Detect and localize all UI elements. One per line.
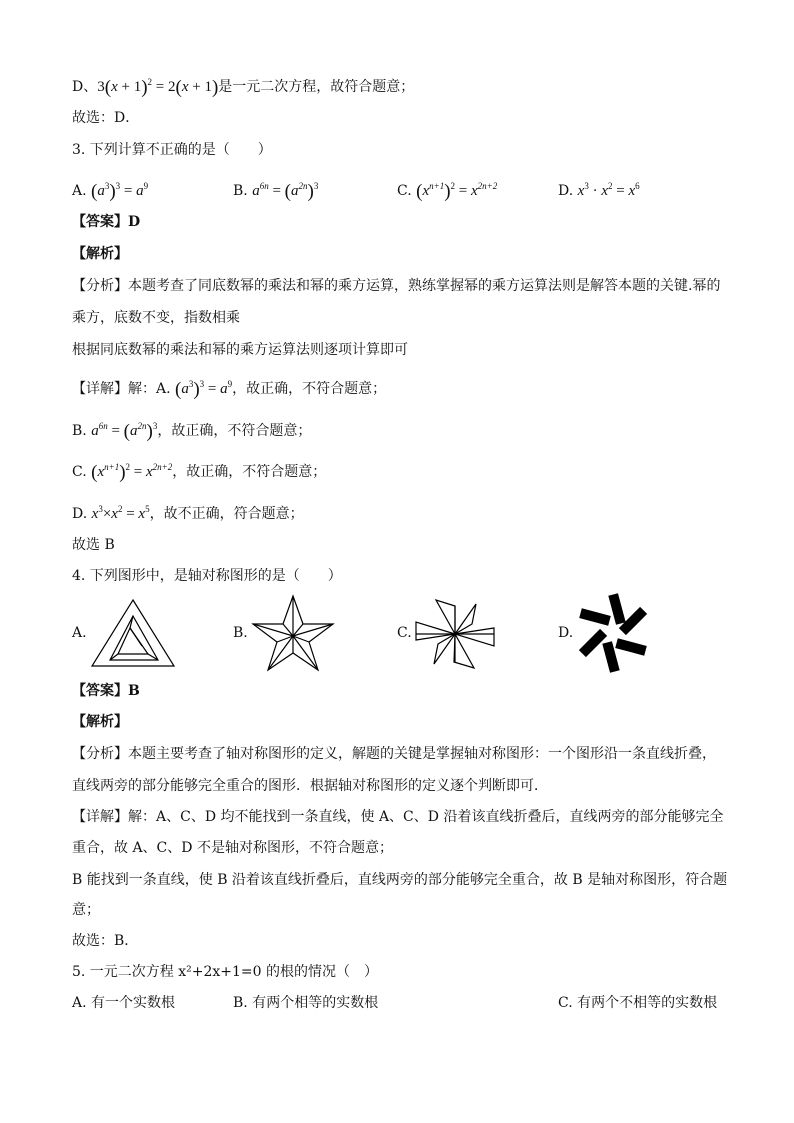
q4-figure-d-rotated-bars [578, 592, 658, 674]
q3-option-a [72, 176, 148, 202]
tail: ，故不正确，符合题意； [149, 506, 304, 522]
q4-option-d-label: D. [558, 625, 574, 641]
q3-analysis-1: 【分析】本题考查了同底数幂的乘法和幂的乘方运算，熟练掌握幂的乘方运算法则是解答本题的关键.幂的 [72, 278, 721, 294]
q3-option-c [397, 176, 497, 202]
q3-answer: 【答案】D [72, 214, 141, 230]
prefix: D、 [72, 79, 98, 95]
label: D. [558, 183, 574, 199]
q3-option-b [233, 176, 318, 202]
q4-detail-2: 重合，故 A、C、D 不是轴对称图形，不符合题意； [72, 840, 393, 856]
q4-stem: 4. 下列图形中，是轴对称图形的是（ ） [72, 568, 342, 584]
q4-detail-4: 意； [72, 902, 100, 918]
equation: $3(x + 1)^2 = 2(x + 1)$ [97, 77, 219, 98]
expr: $(a^3)^3 = a^9$ [91, 181, 149, 202]
label: 【详解】解：A. [72, 381, 171, 397]
q3-detail-c [72, 457, 326, 483]
q3-option-d [558, 176, 640, 201]
q4-detail-3: B 能找到一条直线，使 B 沿着该直线折叠后，直线两旁的部分能够完全重合，故 B 是轴对称图形，符合题 [72, 872, 728, 888]
q4-analysis-1: 【分析】本题主要考查了轴对称图形的定义，解题的关键是掌握轴对称图形：一个图形沿一条直线折叠， [72, 746, 716, 762]
q3-detail-d [72, 499, 304, 524]
q4-conclusion: 故选：B． [72, 933, 139, 949]
q5-stem: 5. 一元二次方程 x²+2x+1=0 的根的情况（ ） [72, 964, 379, 980]
q3-analysis-2: 乘方，底数不变，指数相乘 [72, 310, 240, 326]
q3-conclusion: 故选 B [72, 537, 115, 553]
prev-conclusion: 故选：D． [72, 110, 140, 126]
label: B. [233, 183, 248, 199]
tail: ，故正确，不符合题意； [232, 381, 387, 397]
label: D. [72, 506, 88, 522]
q3-detail-a [72, 374, 386, 400]
prev-option-d [72, 72, 414, 98]
q3-analysis-3: 根据同底数幂的乘法和幂的乘方运算法则逐项计算即可 [72, 342, 408, 358]
expr: $(x^{n+1})^2 = x^{2n+2}$ [416, 181, 498, 202]
expr: $(a^3)^3 = a^9$ [175, 379, 233, 400]
q5-option-a: A. 有一个实数根 [72, 995, 176, 1011]
q5-option-b: B. 有两个相等的实数根 [233, 995, 379, 1011]
expr: $x^3\times x^2 = x^5$ [91, 504, 150, 522]
q5-option-c: C. 有两个不相等的实数根 [558, 995, 718, 1011]
expr: $a^{6n} = (a^{2n})^3$ [252, 181, 319, 202]
tail: ，故正确，不符合题意； [157, 423, 312, 439]
q4-figure-b-star [250, 594, 336, 672]
expr: $x^3 \cdot x^2 = x^6$ [577, 181, 640, 199]
q4-jiexi: 【解析】 [72, 714, 128, 730]
label: C. [397, 183, 412, 199]
q3-jiexi: 【解析】 [72, 246, 128, 262]
label: B. [72, 423, 87, 439]
label: C. [72, 464, 87, 480]
q3-stem: 3. 下列计算不正确的是（ ） [72, 142, 272, 158]
suffix: 是一元二次方程，故符合题意； [218, 79, 415, 95]
label: A. [72, 183, 87, 199]
tail: ，故正确，不符合题意； [172, 464, 327, 480]
q4-answer: 【答案】B [72, 683, 140, 699]
q4-option-b-label: B. [233, 625, 248, 641]
q4-analysis-2: 直线两旁的部分能够完全重合的图形．根据轴对称图形的定义逐个判断即可． [72, 778, 548, 794]
q3-detail-b [72, 416, 311, 442]
q4-option-a-label: A. [72, 625, 87, 641]
q4-detail-1: 【详解】解：A、C、D 均不能找到一条直线，使 A、C、D 沿着该直线折叠后，直线两旁的部分能够完全 [72, 809, 724, 825]
q4-option-c-label: C. [397, 625, 412, 641]
q4-figure-a-nested-triangles [90, 598, 176, 668]
q4-figure-c-pinwheel [414, 596, 496, 672]
expr: $a^{6n} = (a^{2n})^3$ [91, 421, 158, 442]
expr: $(x^{n+1})^2 = x^{2n+2}$ [91, 462, 173, 483]
